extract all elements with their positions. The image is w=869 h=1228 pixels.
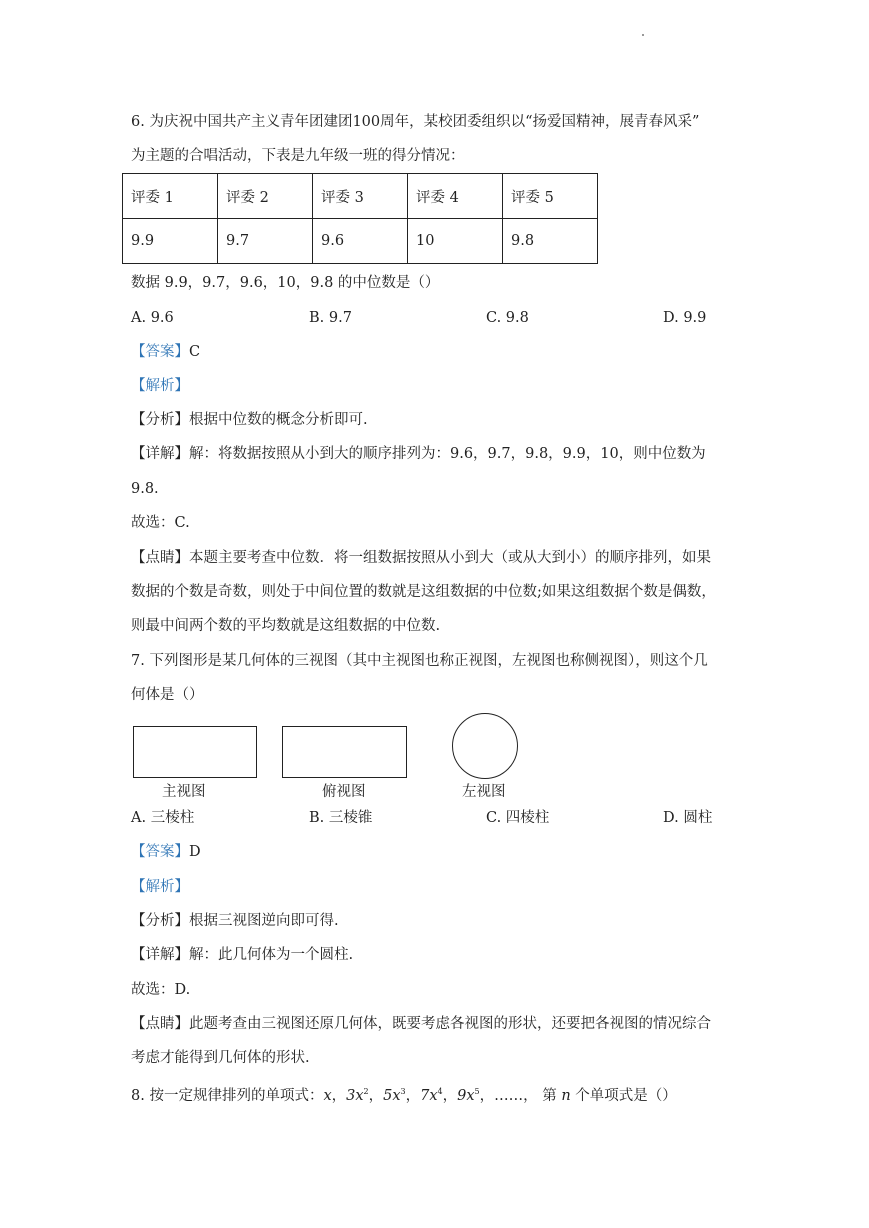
q8-sep: ， <box>368 1088 384 1104</box>
q8-term-5 <box>457 1088 480 1104</box>
q6-stem-line2: 为主题的合唱活动，下表是九年级一班的得分情况： <box>131 148 465 164</box>
table-header-cell: 评委 4 <box>408 174 503 219</box>
q8-term-2-exp: 2 <box>363 1087 369 1096</box>
q8-term-3 <box>383 1088 406 1104</box>
front-view-rectangle <box>133 726 257 778</box>
q8-term-2-coef: 3x <box>346 1088 364 1104</box>
q6-option-b: B. 9.7 <box>309 310 352 326</box>
answer-value: D <box>189 844 201 860</box>
table-cell: 9.6 <box>313 219 408 264</box>
front-view-caption: 主视图 <box>162 784 206 800</box>
q6-option-d: D. 9.9 <box>663 310 707 326</box>
q6-answer <box>131 342 200 362</box>
answer-tag: 【答案】 <box>131 344 189 360</box>
analysis-tag: 【解析】 <box>131 879 189 895</box>
q7-option-a: A. 三棱柱 <box>131 810 195 826</box>
q7-fenxi <box>131 911 339 931</box>
top-view-rectangle <box>282 726 407 778</box>
side-view-caption: 左视图 <box>462 784 506 800</box>
q8-term-5-exp: 5 <box>474 1087 480 1096</box>
q7-dianjing-line1 <box>131 1014 711 1034</box>
q6-option-c: C. 9.8 <box>486 310 529 326</box>
xiangjie-tag: 【详解】 <box>131 446 189 462</box>
q6-choose: 故选：C. <box>131 515 190 531</box>
q7-xiangjie <box>131 945 353 965</box>
q8-term-4 <box>420 1088 443 1104</box>
q6-xiangjie-line1 <box>131 444 706 464</box>
table-header-cell: 评委 2 <box>218 174 313 219</box>
q8-term-3-coef: 5x <box>383 1088 401 1104</box>
q8-term-1: x <box>323 1088 332 1104</box>
q6-stem-line1: 6. 为庆祝中国共产主义青年团建团100周年，某校团委组织以“扬爱国精神，展青春风采” <box>131 114 700 130</box>
table-header-row <box>123 174 598 219</box>
q6-dianjing-line2: 数据的个数是奇数，则处于中间位置的数就是这组数据的中位数;如果这组数据个数是偶数， <box>131 584 716 600</box>
q8-sep: ， <box>405 1088 421 1104</box>
q7-option-b: B. 三棱锥 <box>309 810 373 826</box>
top-view-caption: 俯视图 <box>322 784 366 800</box>
q8-term-2 <box>346 1088 369 1104</box>
xiangjie-text: 解：此几何体为一个圆柱. <box>189 947 354 963</box>
page-dot <box>642 34 644 36</box>
table-cell: 9.9 <box>123 219 218 264</box>
answer-value: C <box>189 344 201 360</box>
dianjing-text: 本题主要考查中位数．将一组数据按照从小到大（或从大到小）的顺序排列，如果 <box>189 550 711 566</box>
q6-score-table <box>122 173 598 264</box>
q7-answer <box>131 842 201 862</box>
q7-analysis <box>131 877 189 897</box>
q6-option-a: A. 9.6 <box>131 310 174 326</box>
q8-term-5-coef: 9x <box>457 1088 475 1104</box>
q8-term-4-exp: 4 <box>437 1087 443 1096</box>
q7-choose: 故选：D. <box>131 982 191 998</box>
q7-option-d: D. 圆柱 <box>663 810 713 826</box>
table-header-cell: 评委 1 <box>123 174 218 219</box>
q7-stem-line1: 7. 下列图形是某几何体的三视图（其中主视图也称正视图，左视图也称侧视图），则这个几 <box>131 653 708 669</box>
q6-question: 数据 9.9，9.7，9.6，10，9.8 的中位数是（） <box>131 275 440 291</box>
table-row <box>123 219 598 264</box>
fenxi-tag: 【分析】 <box>131 913 189 929</box>
q6-analysis <box>131 376 189 396</box>
q6-xiangjie-line2: 9.8. <box>131 481 159 497</box>
side-view-circle <box>452 713 518 779</box>
table-cell: 9.7 <box>218 219 313 264</box>
xiangjie-text: 解：将数据按照从小到大的顺序排列为：9.6，9.7，9.8，9.9，10，则中位数为 <box>189 446 706 462</box>
q8-sep: ， <box>442 1088 458 1104</box>
q6-dianjing-line1 <box>131 548 711 568</box>
fenxi-text: 根据中位数的概念分析即可. <box>189 412 368 428</box>
table-header-cell: 评委 5 <box>503 174 598 219</box>
q7-option-c: C. 四棱柱 <box>486 810 550 826</box>
table-cell: 10 <box>408 219 503 264</box>
dianjing-tag: 【点睛】 <box>131 550 189 566</box>
analysis-tag: 【解析】 <box>131 378 189 394</box>
q8-prefix: 8. 按一定规律排列的单项式： <box>131 1088 324 1104</box>
q8-suffix-2: 个单项式是（） <box>570 1088 677 1104</box>
table-cell: 9.8 <box>503 219 598 264</box>
q8-term-3-exp: 3 <box>400 1087 406 1096</box>
q8-sep: ， <box>331 1088 347 1104</box>
xiangjie-tag: 【详解】 <box>131 947 189 963</box>
q8-sep: ， <box>479 1088 495 1104</box>
q7-dianjing-line2: 考虑才能得到几何体的形状. <box>131 1050 310 1066</box>
q8-n: n <box>561 1088 571 1104</box>
q6-fenxi <box>131 410 368 430</box>
table-header-cell: 评委 3 <box>313 174 408 219</box>
q8-term-4-coef: 7x <box>420 1088 438 1104</box>
q8-ellipsis: ……， <box>494 1088 538 1104</box>
q8-stem <box>131 1082 677 1106</box>
q8-suffix-1: 第 <box>537 1088 562 1104</box>
q7-stem-line2: 何体是（） <box>131 687 204 703</box>
fenxi-tag: 【分析】 <box>131 412 189 428</box>
answer-tag: 【答案】 <box>131 844 189 860</box>
fenxi-text: 根据三视图逆向即可得. <box>189 913 339 929</box>
dianjing-text: 此题考查由三视图还原几何体，既要考虑各视图的形状，还要把各视图的情况综合 <box>189 1016 711 1032</box>
dianjing-tag: 【点睛】 <box>131 1016 189 1032</box>
q6-dianjing-line3: 则最中间两个数的平均数就是这组数据的中位数. <box>131 618 441 634</box>
